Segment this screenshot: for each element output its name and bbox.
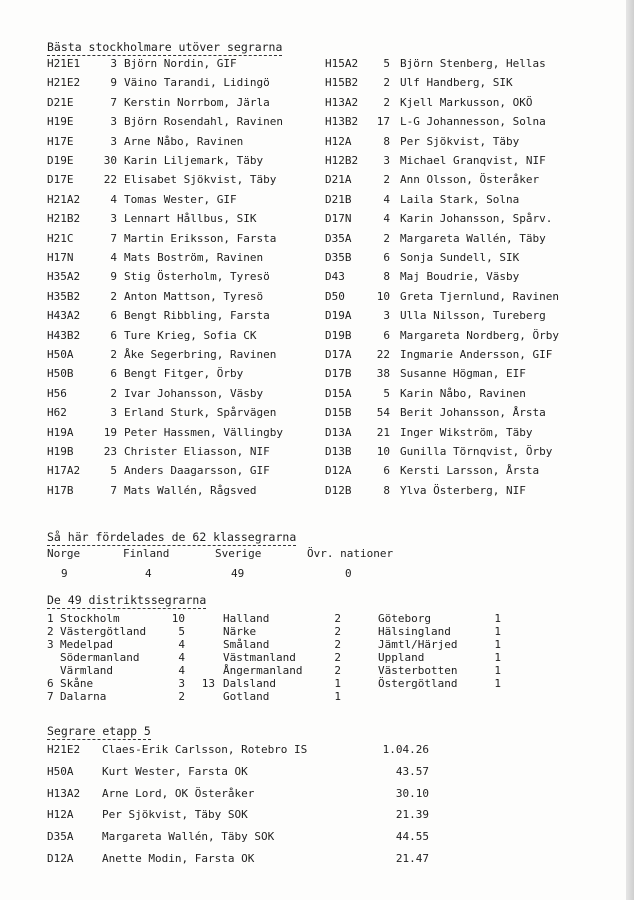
class-code: D43	[325, 270, 345, 284]
runner-name: Greta Tjernlund, Ravinen	[400, 289, 559, 303]
nation-values-row	[47, 566, 447, 582]
runner-name: Stig Österholm, Tyresö	[124, 270, 270, 284]
runner-name: Laila Stark, Solna	[400, 192, 520, 206]
class-code: H17A2	[47, 464, 81, 478]
runner-name: Karin Johansson, Spårv.	[400, 212, 553, 226]
class-code: H21E1	[47, 57, 81, 70]
runner-name: Arne Nåbo, Ravinen	[124, 134, 244, 148]
runner-name: Mats Boström, Ravinen	[124, 251, 264, 264]
district-name: Hälsingland	[378, 625, 451, 638]
class-code: H50A	[47, 764, 74, 778]
table-row	[325, 134, 595, 150]
class-code: H13A2	[47, 786, 81, 800]
class-code: D12A	[325, 464, 352, 478]
class-code: H12B2	[325, 154, 359, 167]
district-count: 1	[494, 651, 501, 664]
table-row	[47, 689, 517, 705]
placing: 6	[110, 328, 117, 342]
runner-name: Kersti Larsson, Årsta	[400, 464, 540, 478]
table-row	[325, 95, 595, 111]
table-row	[325, 114, 595, 130]
class-code: H12A	[325, 134, 352, 148]
placing: 4	[110, 251, 117, 264]
placing: 3	[110, 57, 117, 70]
table-row	[47, 289, 317, 305]
nation-header: Övr. nationer	[307, 547, 394, 560]
runner-name: Maj Boudrie, Väsby	[400, 270, 520, 284]
placing: 2	[383, 95, 390, 109]
runner-name: Anders Daagarsson, GIF	[124, 464, 270, 478]
section-heading-class-winners: Så här fördelades de 62 klassegrarna	[47, 530, 297, 544]
class-code: D15A	[325, 386, 352, 400]
class-code: D13A	[325, 425, 352, 439]
class-code: H15B2	[325, 76, 359, 90]
runner-name: Anton Mattson, Tyresö	[124, 289, 264, 303]
runner-name: Martin Eriksson, Farsta	[124, 231, 277, 245]
class-code: H35A2	[47, 270, 81, 284]
placing: 21	[376, 425, 390, 439]
table-row	[47, 444, 317, 460]
placing: 19	[103, 425, 117, 439]
district-name: Medelpad	[60, 638, 113, 651]
runner-name: Susanne Högman, EIF	[400, 367, 526, 381]
district-name: Skåne	[60, 677, 94, 690]
nation-header-row	[47, 546, 447, 562]
table-row	[47, 75, 317, 91]
class-code: D12A	[47, 852, 74, 865]
table-row	[47, 425, 317, 441]
table-row	[325, 56, 595, 72]
class-code: D21E	[47, 95, 74, 109]
nation-value: 49	[231, 567, 245, 580]
district-name: Ångermanland	[223, 664, 303, 677]
nation-value: 4	[145, 567, 152, 580]
table-row	[325, 250, 595, 266]
class-code: D13B	[325, 445, 352, 458]
placing: 2	[110, 348, 117, 361]
placing: 38	[376, 367, 390, 381]
placing: 23	[103, 445, 117, 458]
class-code: H15A2	[325, 57, 359, 70]
page-edge	[626, 0, 634, 900]
table-row	[47, 786, 437, 802]
table-row	[47, 95, 317, 111]
placing: 22	[103, 173, 117, 187]
placing: 10	[376, 289, 390, 303]
placing: 54	[376, 406, 390, 420]
district-name: Närke	[223, 625, 257, 638]
runner-name: Gunilla Törnqvist, Örby	[400, 445, 553, 458]
class-code: H21A2	[47, 192, 81, 206]
table-row	[47, 250, 317, 266]
winner-name: Kurt Wester, Farsta OK	[102, 764, 248, 778]
runner-name: Björn Stenberg, Hellas	[400, 57, 546, 70]
table-row	[47, 386, 317, 402]
table-row	[47, 347, 317, 363]
nation-header: Sverige	[215, 547, 262, 560]
table-row	[47, 483, 317, 499]
district-count: 1	[494, 638, 501, 651]
district-name: Dalarna	[60, 690, 107, 703]
runner-name: Christer Eliasson, NIF	[124, 445, 270, 458]
placing: 6	[110, 367, 117, 381]
district-name: Värmland	[60, 664, 113, 677]
placing: 3	[383, 309, 390, 323]
runner-name: Ylva Österberg, NIF	[400, 483, 526, 497]
class-code: D50	[325, 289, 345, 303]
district-count: 4	[178, 664, 185, 677]
table-row	[325, 425, 595, 441]
placing: 7	[110, 231, 117, 245]
placing: 22	[376, 348, 390, 361]
class-code: D19B	[325, 328, 352, 342]
table-row	[47, 807, 437, 823]
section-heading-stage-winners: Segrare etapp 5	[47, 724, 151, 738]
runner-name: Ulla Nilsson, Tureberg	[400, 309, 546, 323]
placing: 2	[110, 289, 117, 303]
runner-name: Inger Wikström, Täby	[400, 425, 533, 439]
winning-time: 30.10	[395, 786, 429, 800]
runner-name: L-G Johannesson, Solna	[400, 115, 546, 129]
table-row	[325, 153, 595, 169]
table-row	[47, 308, 317, 324]
runner-name: Ture Krieg, Sofia CK	[124, 328, 257, 342]
table-row	[47, 269, 317, 285]
placing: 3	[383, 154, 390, 167]
nation-value: 0	[345, 567, 352, 580]
district-name: Halland	[223, 612, 270, 625]
district-count: 1	[334, 677, 341, 690]
table-row	[325, 289, 595, 305]
placing: 5	[110, 464, 117, 478]
placing: 10	[376, 445, 390, 458]
runner-name: Björn Rosendahl, Ravinen	[124, 115, 283, 129]
district-count: 2	[334, 638, 341, 651]
district-rank: 13	[201, 677, 215, 690]
table-row	[47, 829, 437, 845]
table-row	[47, 366, 317, 382]
winning-time: 43.57	[395, 764, 429, 778]
district-count: 1	[494, 612, 501, 625]
class-code: H62	[47, 406, 67, 420]
table-row	[47, 172, 317, 188]
nation-value: 9	[61, 567, 68, 580]
runner-name: Lennart Hållbus, SIK	[124, 212, 257, 226]
district-count: 2	[178, 690, 185, 703]
district-name: Göteborg	[378, 612, 431, 625]
table-row	[47, 134, 317, 150]
table-row	[325, 483, 595, 499]
class-code: D19E	[47, 154, 74, 167]
district-name: Småland	[223, 638, 270, 651]
winner-name: Margareta Wallén, Täby SOK	[102, 830, 275, 844]
runner-name: Ivar Johansson, Väsby	[124, 386, 264, 400]
runner-name: Ann Olsson, Österåker	[400, 173, 540, 187]
class-code: H21B2	[47, 212, 81, 226]
class-code: D15B	[325, 406, 352, 420]
class-code: D35A	[325, 231, 352, 245]
district-name: Gotland	[223, 690, 270, 703]
table-row	[325, 405, 595, 421]
nation-header: Finland	[123, 547, 170, 560]
class-code: H19E	[47, 115, 74, 129]
district-count: 2	[334, 612, 341, 625]
placing: 17	[376, 115, 390, 129]
class-code: H43A2	[47, 309, 81, 323]
table-row	[325, 269, 595, 285]
district-name: Jämtl/Härjed	[378, 638, 458, 651]
placing: 4	[383, 192, 390, 206]
table-row	[325, 192, 595, 208]
placing: 6	[383, 464, 390, 478]
table-row	[325, 347, 595, 363]
table-row	[47, 231, 317, 247]
district-name: Västerbotten	[378, 664, 458, 677]
class-code: D21B	[325, 192, 352, 206]
table-row	[47, 405, 317, 421]
district-count: 4	[178, 638, 185, 651]
runner-name: Mats Wallén, Rågsved	[124, 483, 257, 497]
runner-name: Väino Tarandi, Lidingö	[124, 76, 270, 90]
class-code: H12A	[47, 808, 74, 822]
district-count: 1	[494, 625, 501, 638]
runner-name: Åke Segerbring, Ravinen	[124, 348, 277, 361]
class-code: H21E2	[47, 743, 81, 756]
table-row	[47, 153, 317, 169]
winning-time: 21.47	[395, 852, 429, 865]
table-row	[47, 742, 437, 758]
district-name: Östergötland	[378, 677, 458, 690]
district-name: Uppland	[378, 651, 425, 664]
district-rank: 3	[47, 638, 54, 651]
table-row	[47, 114, 317, 130]
table-row	[325, 463, 595, 479]
runner-name: Kjell Markusson, OKÖ	[400, 95, 533, 109]
placing: 7	[110, 483, 117, 497]
placing: 30	[103, 154, 117, 167]
section-heading-district-winners: De 49 distriktssegrarna	[47, 593, 207, 607]
nation-header: Norge	[47, 547, 81, 560]
winner-name: Anette Modin, Farsta OK	[102, 852, 255, 865]
placing: 2	[383, 231, 390, 245]
table-row	[47, 463, 317, 479]
district-rank: 2	[47, 625, 54, 638]
placing: 6	[383, 251, 390, 264]
runner-name: Ulf Handberg, SIK	[400, 76, 513, 90]
class-code: D17N	[325, 212, 352, 226]
district-count: 1	[494, 677, 501, 690]
placing: 3	[110, 134, 117, 148]
runner-name: Berit Johansson, Årsta	[400, 406, 546, 420]
district-count: 3	[178, 677, 185, 690]
district-count: 4	[178, 651, 185, 664]
runner-name: Elisabet Sjökvist, Täby	[124, 173, 277, 187]
class-code: H50A	[47, 348, 74, 361]
placing: 4	[110, 192, 117, 206]
class-code: H13B2	[325, 115, 359, 129]
runner-name: Karin Nåbo, Ravinen	[400, 386, 526, 400]
placing: 8	[383, 270, 390, 284]
class-code: H43B2	[47, 328, 81, 342]
placing: 2	[110, 386, 117, 400]
runner-name: Bengt Ribbling, Farsta	[124, 309, 270, 323]
class-code: H17B	[47, 483, 74, 497]
placing: 3	[110, 115, 117, 129]
winner-name: Per Sjökvist, Täby SOK	[102, 808, 248, 822]
placing: 9	[110, 76, 117, 90]
runner-name: Tomas Wester, GIF	[124, 192, 237, 206]
class-code: D17A	[325, 348, 352, 361]
runner-name: Margareta Nordberg, Örby	[400, 328, 559, 342]
class-code: D17B	[325, 367, 352, 381]
runner-name: Karin Liljemark, Täby	[124, 154, 264, 167]
placing: 5	[383, 57, 390, 70]
placing: 3	[110, 212, 117, 226]
placing: 3	[110, 406, 117, 420]
table-row	[47, 764, 437, 780]
table-row	[325, 211, 595, 227]
table-row	[325, 172, 595, 188]
table-row	[325, 328, 595, 344]
district-rank: 1	[47, 612, 54, 625]
winning-time: 21.39	[395, 808, 429, 822]
section-heading-best-stockholmers: Bästa stockholmare utöver segrarna	[47, 40, 283, 54]
table-row	[47, 56, 317, 72]
table-row	[325, 386, 595, 402]
runner-name: Bengt Fitger, Örby	[124, 367, 244, 381]
district-name: Dalsland	[223, 677, 276, 690]
table-row	[325, 366, 595, 382]
district-name: Västmanland	[223, 651, 296, 664]
class-code: D17E	[47, 173, 74, 187]
district-rank: 6	[47, 677, 54, 690]
class-code: H50B	[47, 367, 74, 381]
class-code: D12B	[325, 483, 352, 497]
runner-name: Peter Hassmen, Vällingby	[124, 425, 283, 439]
winner-name: Arne Lord, OK Österåker	[102, 786, 255, 800]
winning-time: 44.55	[395, 830, 429, 844]
district-count: 2	[334, 625, 341, 638]
winner-name: Claes-Erik Carlsson, Rotebro IS	[102, 743, 308, 756]
placing: 6	[383, 328, 390, 342]
class-code: H21C	[47, 231, 74, 245]
district-count: 1	[334, 690, 341, 703]
placing: 4	[383, 212, 390, 226]
district-name: Södermanland	[60, 651, 140, 664]
class-code: H19B	[47, 445, 74, 458]
table-row	[325, 231, 595, 247]
runner-name: Sonja Sundell, SIK	[400, 251, 520, 264]
placing: 2	[383, 76, 390, 90]
table-row	[47, 851, 437, 867]
runner-name: Michael Granqvist, NIF	[400, 154, 546, 167]
class-code: H17E	[47, 134, 74, 148]
table-row	[47, 328, 317, 344]
winning-time: 1.04.26	[382, 743, 429, 756]
district-count: 5	[178, 625, 185, 638]
runner-name: Erland Sturk, Spårvägen	[124, 406, 277, 420]
runner-name: Ingmarie Andersson, GIF	[400, 348, 553, 361]
class-code: H17N	[47, 251, 74, 264]
placing: 6	[110, 309, 117, 323]
runner-name: Björn Nordin, GIF	[124, 57, 237, 70]
district-count: 1	[494, 664, 501, 677]
district-count: 2	[334, 664, 341, 677]
class-code: H21E2	[47, 76, 81, 90]
placing: 8	[383, 483, 390, 497]
table-row	[325, 308, 595, 324]
district-count: 10	[171, 612, 185, 625]
runner-name: Margareta Wallén, Täby	[400, 231, 546, 245]
district-count: 2	[334, 651, 341, 664]
class-code: D35B	[325, 251, 352, 264]
table-row	[47, 192, 317, 208]
district-name: Stockholm	[60, 612, 120, 625]
class-code: H56	[47, 386, 67, 400]
placing: 8	[383, 134, 390, 148]
placing: 7	[110, 95, 117, 109]
table-row	[47, 211, 317, 227]
district-rank: 7	[47, 690, 54, 703]
placing: 5	[383, 386, 390, 400]
runner-name: Per Sjökvist, Täby	[400, 134, 520, 148]
class-code: H35B2	[47, 289, 81, 303]
class-code: D19A	[325, 309, 352, 323]
table-row	[325, 75, 595, 91]
class-code: D21A	[325, 173, 352, 187]
class-code: H13A2	[325, 95, 359, 109]
placing: 9	[110, 270, 117, 284]
district-name: Västergötland	[60, 625, 147, 638]
class-code: H19A	[47, 425, 74, 439]
placing: 2	[383, 173, 390, 187]
table-row	[325, 444, 595, 460]
runner-name: Kerstin Norrbom, Järla	[124, 95, 270, 109]
class-code: D35A	[47, 830, 74, 844]
